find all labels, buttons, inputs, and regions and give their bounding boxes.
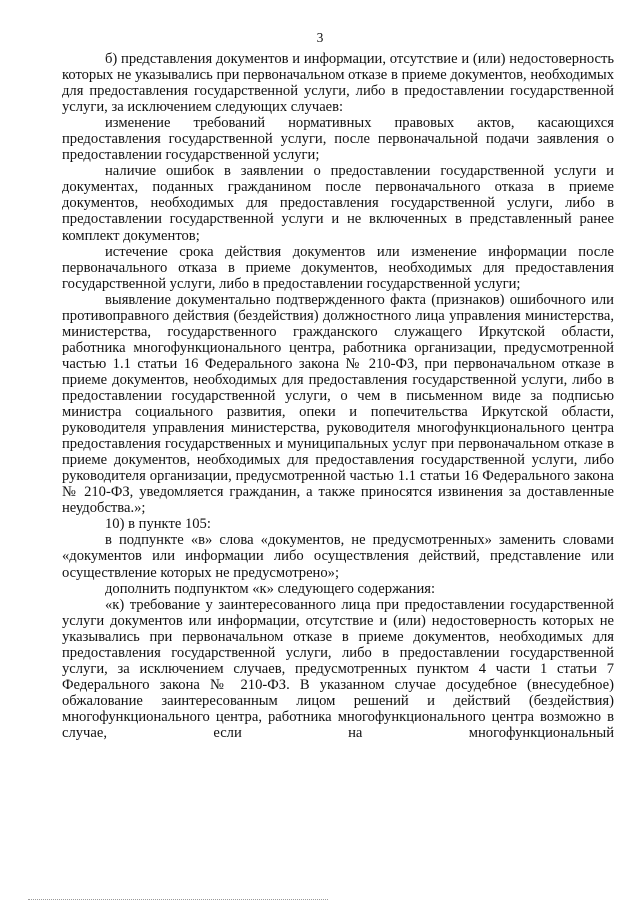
paragraph-subitem-k: «к) требование у заинтересованного лица при предоставлении государственной услуги документов или информации, отсутствие и (или) недостоверность которых не указывались при первоначальном отказе в приеме документов, необходимых для предоставления государственной услуги, либо в предоставлении государственной услуги, за исключением случаев, предусмотренных пунктом 4 части 1 статьи 7 Федерального закона № 210-ФЗ. В указанном случае досудебное (внесудебное) обжалование заинтересованным лицом решений и действий (бездействия) многофункционального центра, работника многофункционального центра возможно в случае, если на многофункциональный (62, 596, 614, 741)
paragraph-subitem-v: в подпункте «в» слова «документов, не предусмотренных» заменить словами «документов или информации либо осуществления действий, представление или осуществление которых не предусмотрено»; (62, 532, 614, 581)
paragraph-document-expiry: истечение срока действия документов или изменение информации после первоначального отказа в приеме документов, необходимых для предоставления государственной услуги, либо в предоставлении государственной услуги; (62, 243, 614, 292)
paragraph-add-subitem-k: дополнить подпунктом «к» следующего содержания: (105, 580, 436, 597)
page-number: 3 (316, 30, 324, 45)
document-body (62, 51, 614, 741)
paragraph-requirements-change: изменение требований нормативных правовых актов, касающихся предоставления государственной услуги, после первоначальной подачи заявления о предоставлении государственной услуги; (62, 115, 614, 164)
footer-divider (28, 899, 328, 900)
paragraph-item-10: 10) в пункте 105: (105, 516, 211, 533)
paragraph-erroneous-action: выявление документально подтвержденного факта (признаков) ошибочного или противоправного действия (бездействия) должностного лица управления министерства, министерства, государственного гражданского служащего Иркутской области, работника многофункционального центра, работника организации, предусмотренной частью 1.1 статьи 16 Федерального закона № 210-ФЗ, при первоначальном отказе в приеме документов, необходимых для предоставления государственной услуги, либо в предоставлении государственной услуги, о чем в письменном виде за подписью министра социального развития, опеки и попечительства Иркутской области, руководителя управления министерства, руководителя многофункционального центра предоставления государственных и муниципальных услуг при первоначальном отказе в приеме документов, необходимых для предоставления государственной услуги, либо руководителя организации, предусмотренной частью 1.1 статьи 16 Федерального закона № 210-ФЗ, уведомляется гражданин, а также приносятся извинения за доставленные неудобства.»; (62, 291, 614, 517)
paragraph-b: б) представления документов и информации, отсутствие и (или) недостоверность которых не указывались при первоначальном отказе в приеме документов, необходимых для предоставления государственной услуги, либо в предоставлении государственной услуги, за исключением следующих случаев: (62, 51, 614, 116)
paragraph-application-errors: наличие ошибок в заявлении о предоставлении государственной услуги и документах, поданных гражданином после первоначального отказа в приеме документов, необходимых для предоставления государственной услуги, либо в предоставлении государственной услуги и не включенных в представленный ранее комплект документов; (62, 163, 614, 244)
